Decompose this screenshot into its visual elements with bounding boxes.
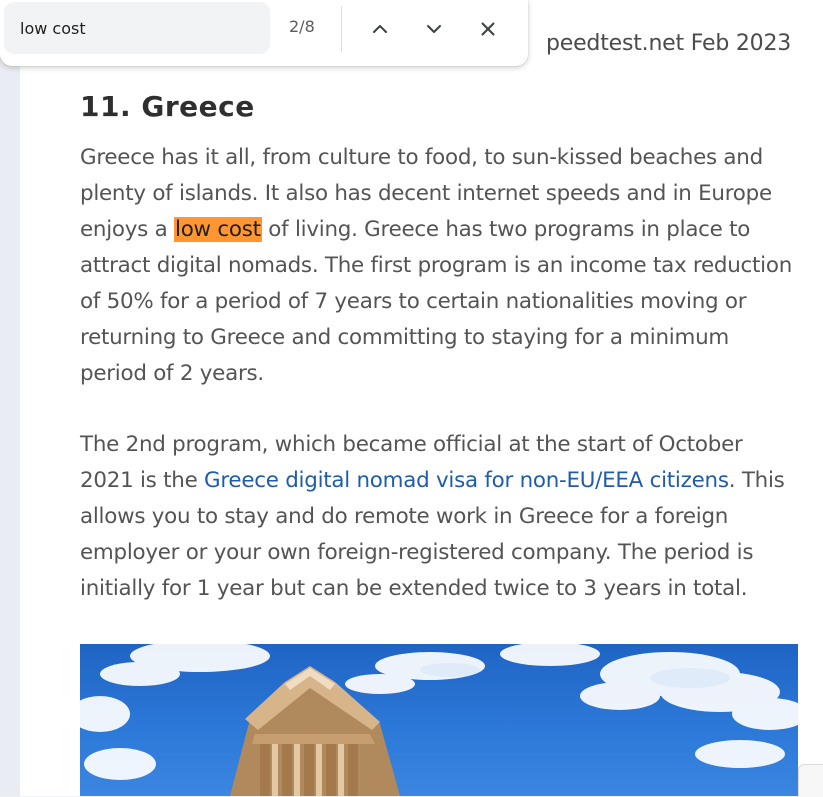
find-in-page-bar <box>0 0 528 66</box>
page-left-gutter <box>0 0 20 796</box>
find-previous-button[interactable] <box>363 12 397 46</box>
hero-image-parthenon <box>80 644 798 796</box>
find-input[interactable] <box>4 2 270 54</box>
section-heading: 11. Greece <box>80 90 255 123</box>
paragraph-text: Greece has it all, from culture to food, to sun-kissed beaches and plenty of islands. It also has decent internet speeds and in Europe enjoys a <box>80 145 772 242</box>
paragraph-text: The 2nd program, which became official at the start of October 2021 is the <box>80 432 743 493</box>
greece-visa-link[interactable]: Greece digital nomad visa for non-EU/EEA citizens <box>204 468 729 493</box>
page-scroll-edge <box>798 764 823 797</box>
find-bar-divider <box>341 6 342 52</box>
find-next-button[interactable] <box>417 12 451 46</box>
paragraph-visa-program <box>80 427 800 607</box>
paragraph-text: . This allows you to stay and do remote work in Greece for a foreign employer or your own foreign-registered company. The period is initially for 1 year but can be extended twice to 3 years in total. <box>80 468 785 601</box>
chevron-up-icon <box>371 20 389 38</box>
chevron-down-icon <box>425 20 443 38</box>
find-close-button[interactable] <box>471 12 505 46</box>
find-match-count: 2/8 <box>289 17 315 36</box>
article-content <box>20 0 823 796</box>
find-match-highlight: low cost <box>175 217 261 242</box>
close-icon <box>479 20 497 38</box>
source-caption: peedtest.net Feb 2023 <box>546 31 792 56</box>
paragraph-text: of living. Greece has two programs in place to attract digital nomads. The first program is an income tax reduction of 50% for a period of 7 years to certain nationalities moving or returning to Greece and committing to staying for a minimum period of 2 years. <box>80 217 793 386</box>
paragraph-greece-intro <box>80 140 800 392</box>
parthenon-photo <box>80 644 798 796</box>
